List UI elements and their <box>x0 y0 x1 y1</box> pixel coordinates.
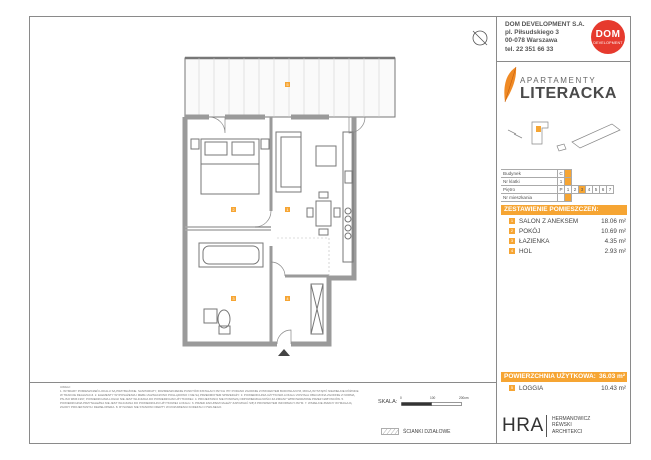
key-plan <box>502 114 627 154</box>
info-cell: 4 <box>586 186 593 194</box>
usable-area-value: 36.03 m² <box>598 373 625 380</box>
info-cell: P <box>559 187 563 192</box>
info-cell: 2 <box>572 186 579 194</box>
dom-logo <box>591 20 625 54</box>
architect-line-3: ARCHITEKCI <box>552 428 583 435</box>
notes-heading: UWAGI: <box>60 385 71 389</box>
room-area: 4.35 m² <box>604 238 626 245</box>
header-divider <box>496 61 631 62</box>
info-label: Nr mieszkania <box>501 194 558 202</box>
svg-text:2: 2 <box>232 207 235 212</box>
room-number: 1 <box>510 218 514 223</box>
room-row <box>501 237 627 246</box>
info-label: Nr klatki <box>501 178 558 186</box>
info-cell-selected <box>565 194 572 202</box>
partition-wall-icon <box>381 428 399 435</box>
room-area: 18.06 m² <box>601 218 626 225</box>
info-row-building <box>501 170 614 178</box>
location-table <box>501 169 614 202</box>
scale-tick: 200cm <box>459 396 469 400</box>
feather-icon <box>501 66 519 104</box>
info-cell: 6 <box>600 186 607 194</box>
room-name: HOL <box>519 248 532 255</box>
developer-address-1: pl. Piłsudskiego 3 <box>505 29 559 37</box>
notes <box>60 385 360 410</box>
room-row <box>501 217 627 226</box>
developer-name: DOM DEVELOPMENT S.A. <box>505 21 585 28</box>
rooms-header: ZESTAWIENIE POMIESZCZEŃ: <box>501 205 627 215</box>
room-name: LOGGIA <box>519 385 544 392</box>
room-number: 4 <box>510 248 514 253</box>
room-row <box>501 247 627 256</box>
room-area: 10.69 m² <box>601 228 626 235</box>
info-cell-selected <box>565 170 572 178</box>
brand-line-2: LITERACKA <box>520 85 617 102</box>
info-row-staircase <box>501 178 614 186</box>
info-cell-selected: 3 <box>579 186 586 194</box>
scale-tick: 100 <box>430 396 436 400</box>
usable-area-bar <box>501 372 627 382</box>
developer-info <box>505 21 585 54</box>
loggia-row <box>501 384 627 393</box>
notes-divider <box>29 382 496 383</box>
svg-text:3: 3 <box>232 296 235 301</box>
dom-logo-sub: DEVELOPMENT <box>593 41 623 45</box>
room-area: 2.93 m² <box>604 248 626 255</box>
architect-logo-divider <box>546 415 547 437</box>
architect-line-1: HERMANOWICZ <box>552 416 591 422</box>
room-name: ŁAZIENKA <box>519 238 550 245</box>
info-cell: 5 <box>593 186 600 194</box>
info-cell: 1 <box>565 186 572 194</box>
brand-line-1: APARTAMENTY <box>520 76 597 85</box>
room-name: SALON Z ANEKSEM <box>519 218 579 225</box>
info-cell-selected <box>565 178 572 186</box>
room-row <box>501 227 627 236</box>
room-number: 5 <box>510 385 514 390</box>
dom-logo-text: DOM <box>595 29 621 40</box>
floor-plan <box>29 16 496 356</box>
info-label: Piętro <box>501 186 558 194</box>
room-number: 2 <box>510 228 514 233</box>
scale-label: SKALA: <box>378 399 398 405</box>
info-row-apartment <box>501 194 614 202</box>
info-cell: C <box>559 171 563 176</box>
usable-area-label: POWIERZCHNIA UŻYTKOWA: <box>504 373 596 380</box>
room-number: 3 <box>510 238 514 243</box>
architect-line-2: RÉWSKI <box>552 422 572 429</box>
architect-logo: HRA <box>502 415 544 436</box>
scale-tick: 0 <box>400 396 402 400</box>
info-cell <box>558 194 565 202</box>
developer-address-2: 00-078 Warszawa <box>505 37 558 45</box>
panel-divider <box>496 16 497 444</box>
room-name: POKÓJ <box>519 228 541 235</box>
info-row-floor <box>501 186 614 194</box>
developer-phone: tel. 22 351 66 33 <box>505 45 554 53</box>
room-area: 10.43 m² <box>601 385 626 392</box>
info-label: Budynek <box>501 170 558 178</box>
north-arrow-icon <box>470 28 490 48</box>
svg-text:4: 4 <box>286 296 289 301</box>
info-cell: 1 <box>558 178 565 186</box>
svg-text:5: 5 <box>286 82 289 87</box>
svg-text:1: 1 <box>286 207 289 212</box>
notes-text: 1. WYMIARY POMIESZCZEŃ LOKALU SĄ PRZYBLIŻONE. SANITARIATY, ROZMIESZCZENIE PUNKTÓW INSTALACYJNYCH ITP. PODANO ZGODNIE Z PROJEKTEM BUDOWLANYM, MOGĄ WYSTĄPIĆ NIEWIELKIE RÓŻNICE W TRAKCIE REALIZACJI. 2. ELEMENTY WYPOSAŻENIA I MEBLI ZAZNACZONO POGLĄDOWO I NIE SĄ PRZEDMIOTEM SPRZEDAŻY. 3. POWIERZCHNIA UŻYTKOWA LOKALU ZOSTAŁA OBLICZONA ZGODNIE Z NORMĄ PN-ISO 9836:1997, POWIERZCHNIA LOGGII NIE JEST WLICZANA DO POWIERZCHNI UŻYTKOWEJ. 4. PROJEKTANCI NIE PONOSZĄ ODPOWIEDZIALNOŚCI ZA ZMIANY WPROWADZONE PRZEZ NABYWCÓW. 5. POWIERZCHNIA PRZYNALEŻNA NIE JEST WLICZANA DO POWIERZCHNI UŻYTKOWEJ LOKALU. 6. PRZED ZAKUPEM NALEŻY ZAPOZNAĆ SIĘ Z PROSPEKTEM INFORMACYJNYM. 7. WSZELKIE ZMIANY WYMAGAJĄ ZGODY PROJEKTANTA I DEWELOPERA. 8. RYSUNEK NIE STANOWI OFERTY W ROZUMIENIU KODEKSU CYWILNEGO. <box>60 389 359 410</box>
legend-label: ŚCIANKI DZIAŁOWE <box>403 429 451 435</box>
info-cell: 7 <box>607 186 614 194</box>
scale-bar <box>401 402 463 407</box>
architect-name <box>552 416 590 435</box>
